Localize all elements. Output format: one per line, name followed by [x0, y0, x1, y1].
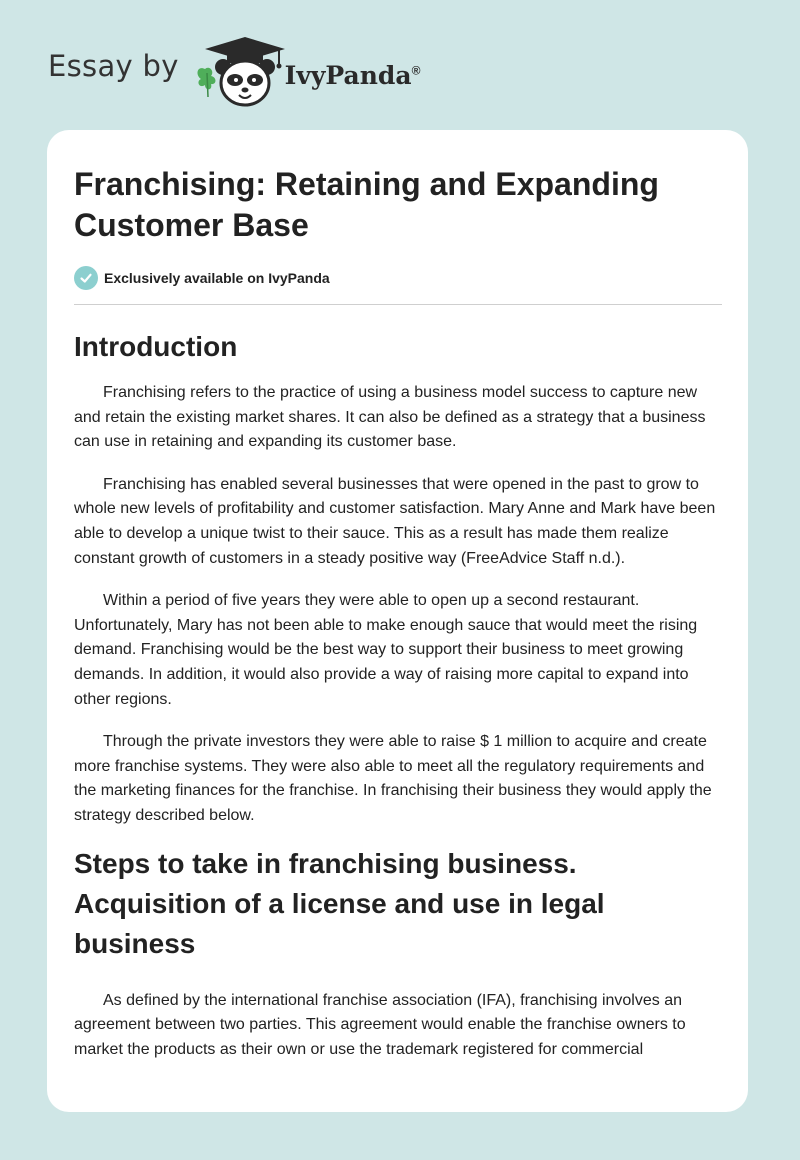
essay-by-label: Essay by: [48, 49, 179, 83]
ivypanda-logo-icon[interactable]: [193, 35, 289, 109]
section-heading-introduction: Introduction: [74, 331, 238, 362]
paragraph: Within a period of five years they were able to open up a second restaurant. Unfortunately, Mary has not been able to make enough sauce that would meet the rising demand. Franchising would be the best way to support their business to meet growing demands. In addition, it would also provide a way of raising more capital to expand into other regions.: [74, 592, 698, 708]
site-header: [48, 34, 420, 110]
paragraph: Franchising refers to the practice of using a business model success to capture new and retain the existing market shares. It can also be defined as a strategy that a business can use in retaining and expanding its customer base.: [74, 384, 706, 451]
registered-mark: ®: [411, 63, 421, 78]
paragraph: Through the private investors they were able to raise $ 1 million to acquire and create more franchise systems. They were also able to meet all the regulatory requirements and the marketing finances for the franchise. In franchising their business they would apply the strategy described below.: [74, 733, 712, 824]
exclusive-label: Exclusively available on IvyPanda: [104, 270, 330, 286]
section-heading-steps: Steps to take in franchising business. Acquisition of a license and use in legal business: [74, 847, 605, 959]
article-card: [47, 130, 748, 1112]
check-circle-icon: [74, 266, 98, 290]
exclusive-badge: [74, 266, 722, 290]
title-divider: [74, 304, 722, 305]
paragraph: As defined by the international franchise association (IFA), franchising involves an agreement between two parties. This agreement would enable the franchise owners to market the products as their own or use the trademark registered for commercial: [74, 991, 686, 1058]
paragraph: Franchising has enabled several businesses that were opened in the past to grow to whole new levels of profitability and customer satisfaction. Mary Anne and Mark have been able to develop a unique twist to their sauce. This as a result has made them realize constant growth of customers in a steady positive way (FreeAdvice Staff n.d.).: [74, 475, 716, 567]
brand-name[interactable]: IvyPanda®: [284, 60, 421, 90]
ivy-leaf-icon: [197, 68, 215, 97]
article-title: Franchising: Retaining and Expanding Customer Base: [74, 166, 659, 243]
